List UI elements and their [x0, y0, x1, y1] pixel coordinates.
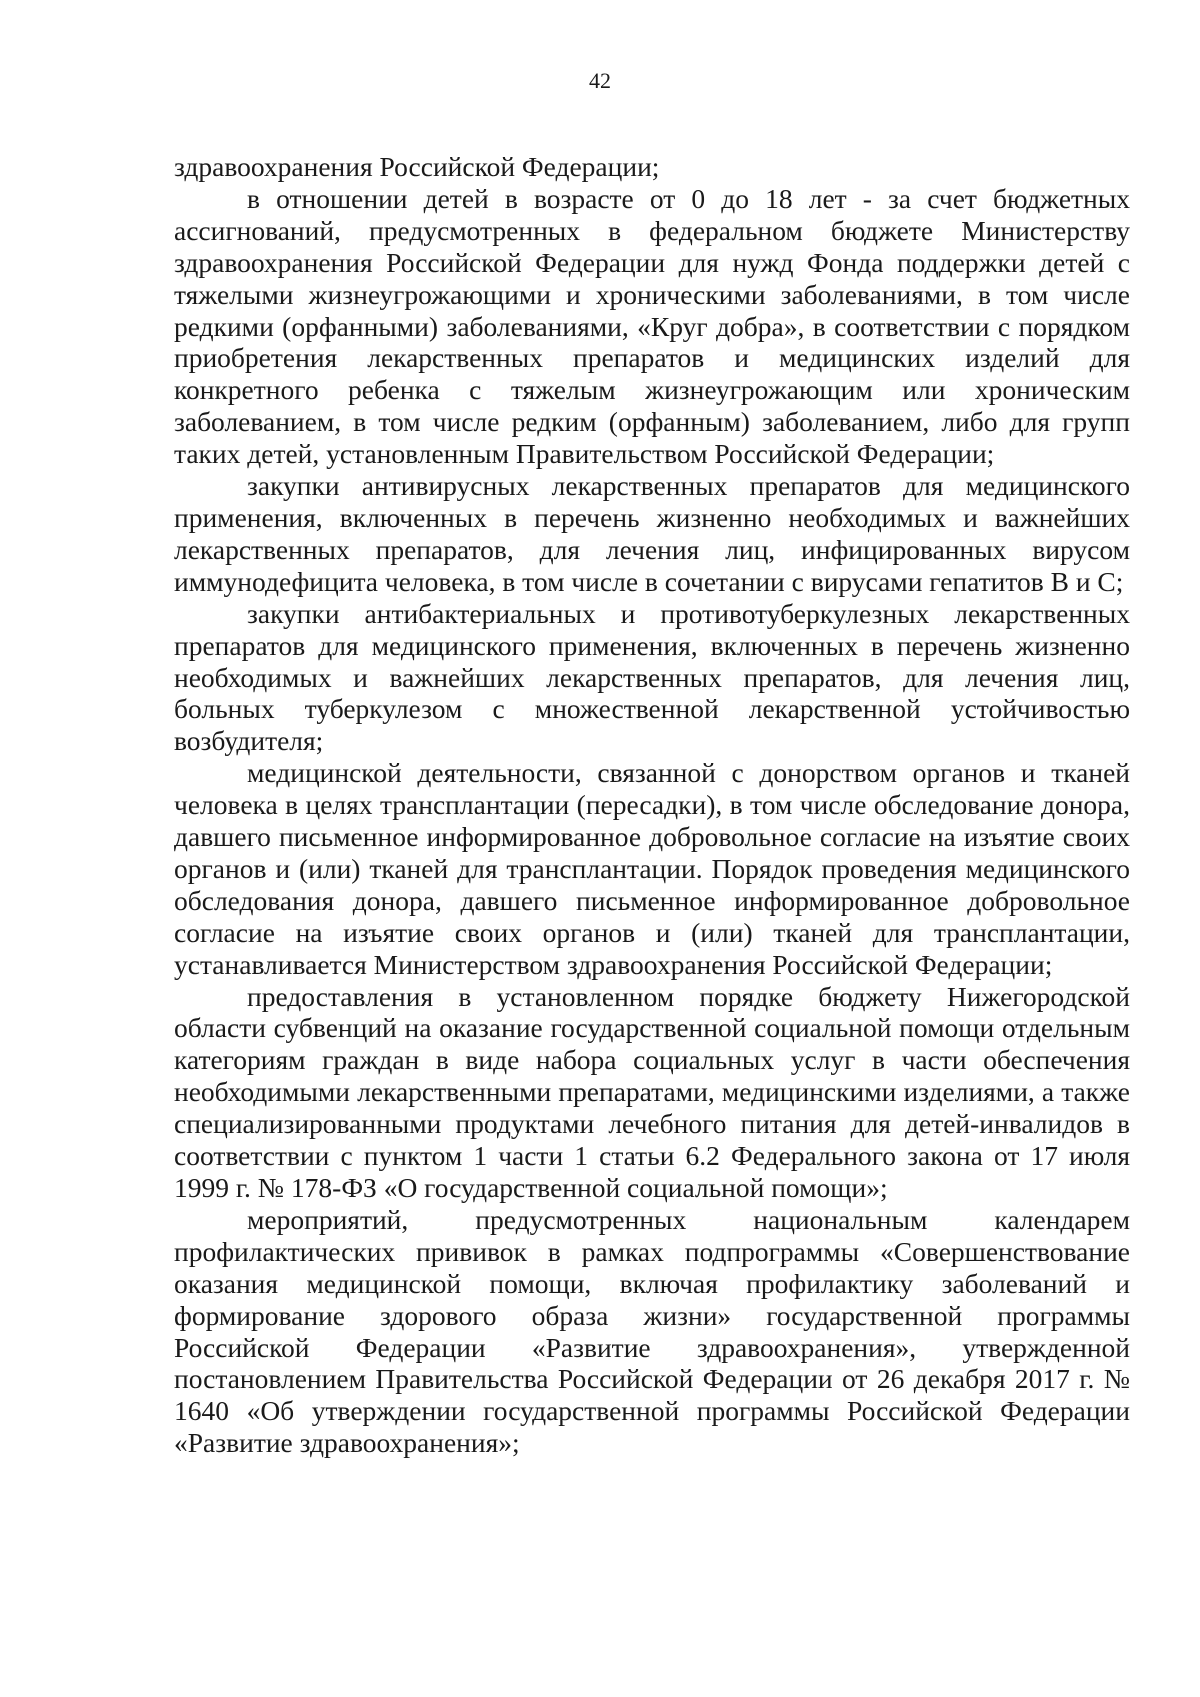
page-number: 42	[589, 68, 611, 93]
paragraph-continuation: здравоохранения Российской Федерации;	[174, 151, 660, 182]
paragraph-organ-donation: медицинской деятельности, связанной с донорством органов и тканей человека в целях трансплантации (пересадки), в том числе обследование донора, давшего письменное информированное добровольное согласие на изъятие своих органов и (или) тканей для трансплантации. Порядок проведения медицинского обследования донора, давшего письменное информированное добровольное согласие на изъятие своих органов и (или) тканей для трансплантации, устанавливается Министерством здравоохранения Российской Федерации;	[174, 757, 1130, 980]
paragraph-children-funding: в отношении детей в возрасте от 0 до 18 лет - за счет бюджетных ассигнований, предусмотренных в федеральном бюджете Министерству здравоохранения Российской Федерации для нужд Фонда поддержки детей с тяжелыми жизнеугрожающими и хроническими заболеваниями, в том числе редкими (орфанными) заболеваниями, «Круг добра», в соответствии с порядком приобретения лекарственных препаратов и медицинских изделий для конкретного ребенка с тяжелым жизнеугрожающим или хроническим заболеванием, в том числе редким (орфанным) заболеванием, либо для групп таких детей, установленным Правительством Российской Федерации;	[174, 182, 1130, 470]
paragraph-antibacterial-procurement: закупки антибактериальных и противотуберкулезных лекарственных препаратов для медицинского применения, включенных в перечень жизненно необходимых и важнейших лекарственных препаратов, для лечения лиц, больных туберкулезом с множественной лекарственной устойчивостью возбудителя;	[174, 597, 1130, 757]
paragraph-regional-subventions: предоставления в установленном порядке бюджету Нижегородской области субвенций на оказание государственной социальной помощи отдельным категориям граждан в виде набора социальных услуг в части обеспечения необходимыми лекарственными препаратами, медицинскими изделиями, а также специализированными продуктами лечебного питания для детей-инвалидов в соответствии с пунктом 1 части 1 статьи 6.2 Федерального закона от 17 июля 1999 г. № 178-ФЗ «О государственной социальной помощи»;	[174, 980, 1130, 1203]
paragraph-vaccination-calendar: мероприятий, предусмотренных национальным календарем профилактических прививок в рамках подпрограммы «Совершенствование оказания медицинской помощи, включая профилактику заболеваний и формирование здорового образа жизни» государственной программы Российской Федерации «Развитие здравоохранения», утвержденной постановлением Правительства Российской Федерации от 26 декабря 2017 г. № 1640 «Об утверждении государственной программы Российской Федерации «Развитие здравоохранения»;	[174, 1203, 1130, 1459]
paragraph-antiviral-procurement: закупки антивирусных лекарственных препаратов для медицинского применения, включенных в перечень жизненно необходимых и важнейших лекарственных препаратов, для лечения лиц, инфицированных вирусом иммунодефицита человека, в том числе в сочетании с вирусами гепатитов В и С;	[174, 470, 1130, 597]
body-text	[174, 151, 1130, 1459]
